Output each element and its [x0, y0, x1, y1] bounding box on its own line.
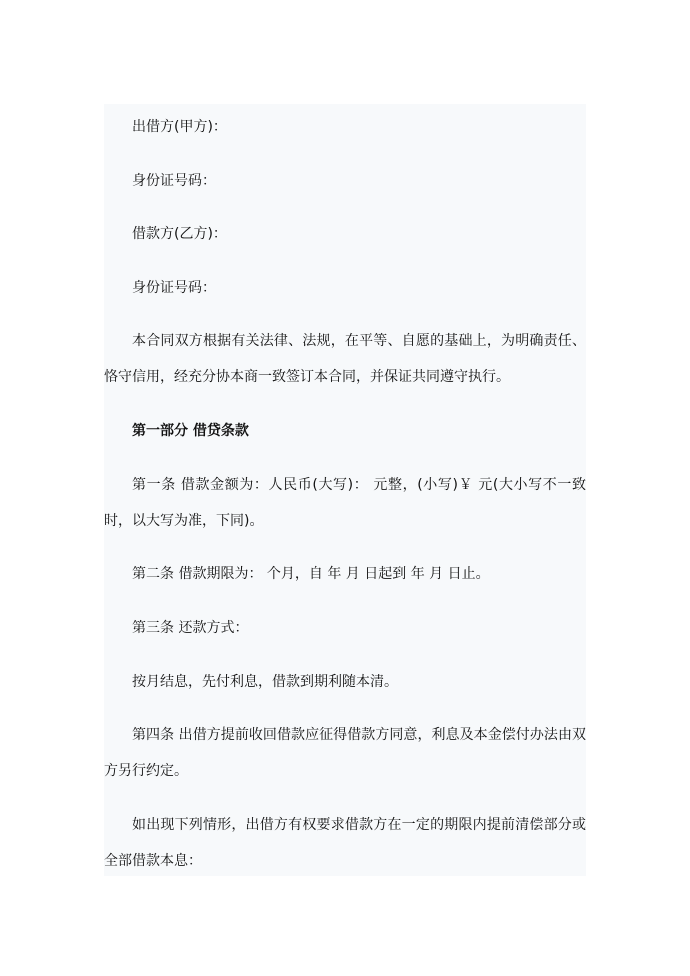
lender-label: 出借方(甲方)：: [132, 119, 227, 135]
repayment-method: 按月结息，先付利息，借款到期利随本清。: [132, 674, 398, 690]
document-body: [104, 104, 586, 876]
article-two: 第二条 借款期限为： 个月，自 年 月 日起到 年 月 日止。: [132, 566, 490, 582]
article-three: 第三条 还款方式：: [132, 620, 249, 636]
borrower-label: 借款方(乙方)：: [132, 226, 227, 242]
borrower-id-label: 身份证号码：: [132, 280, 216, 296]
early-repayment-clause: 如出现下列情形，出借方有权要求借款方在一定的期限内提前清偿部分或全部借款本息：: [104, 817, 586, 869]
section-heading: 第一部分 借贷条款: [132, 423, 249, 439]
article-four: 第四条 出借方提前收回借款应征得借款方同意，利息及本金偿付办法由双方另行约定。: [104, 727, 586, 779]
preamble-paragraph: 本合同双方根据有关法律、法规，在平等、自愿的基础上，为明确责任、恪守信用，经充分协本商一致签订本合同，并保证共同遵守执行。: [104, 333, 586, 385]
article-one: 第一条 借款金额为：人民币(大写)： 元整，(小写)￥ 元(大小写不一致时，以大写为准，下同)。: [104, 477, 586, 529]
lender-id-label: 身份证号码：: [132, 173, 216, 189]
